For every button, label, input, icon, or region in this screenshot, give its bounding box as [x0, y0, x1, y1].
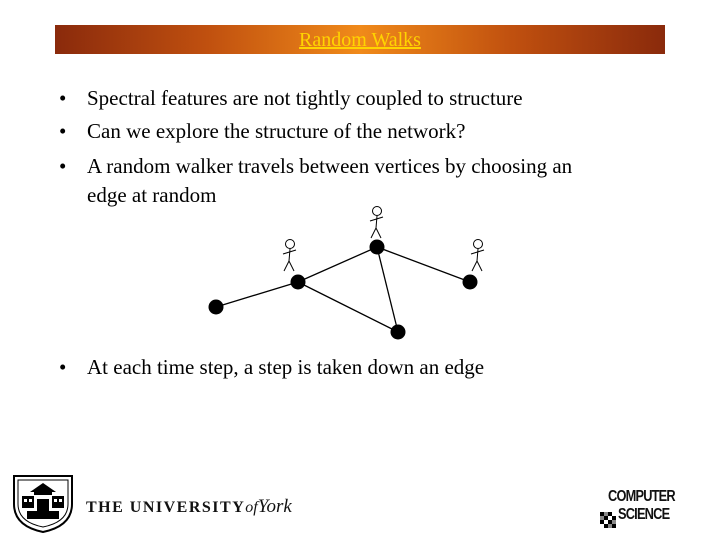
bullet-marker: • [59, 86, 67, 110]
dept-name-line2: SCIENCE [618, 506, 670, 523]
university-name [86, 496, 292, 518]
graph-node [391, 325, 406, 340]
bullet-text: Can we explore the structure of the network? [87, 119, 466, 143]
graph-node [291, 275, 306, 290]
slide-title: Random Walks [299, 29, 421, 51]
bullet-text: A random walker travels between vertices by choosing an [87, 154, 573, 178]
graph-edge [377, 247, 470, 282]
graph-edge [298, 247, 377, 282]
graph-node [463, 275, 478, 290]
bullet-text: Spectral features are not tightly coupled to structure [87, 86, 523, 110]
graph-edge [377, 247, 398, 332]
graph-node [209, 300, 224, 315]
university-shield-logo [12, 474, 74, 534]
university-name-main: THE UNIVERSITY [86, 499, 246, 516]
graph-edge [216, 282, 298, 307]
bullet-text: At each time step, a step is taken down an edge [87, 355, 485, 379]
graph-node [370, 240, 385, 255]
bullet-marker: • [59, 355, 67, 379]
bullet-marker: • [59, 119, 67, 143]
university-name-of: of [245, 499, 258, 516]
stick-figure-walker [471, 240, 484, 272]
bullet-text-continuation: edge at random [87, 183, 217, 207]
stick-figure-walker [370, 207, 383, 239]
stick-figure-walker [283, 240, 296, 272]
graph-edge [298, 282, 398, 332]
dept-name-line1: COMPUTER [608, 488, 675, 505]
university-name-york: York [257, 496, 292, 517]
computer-science-logo [600, 484, 675, 532]
bullet-marker: • [59, 154, 67, 178]
